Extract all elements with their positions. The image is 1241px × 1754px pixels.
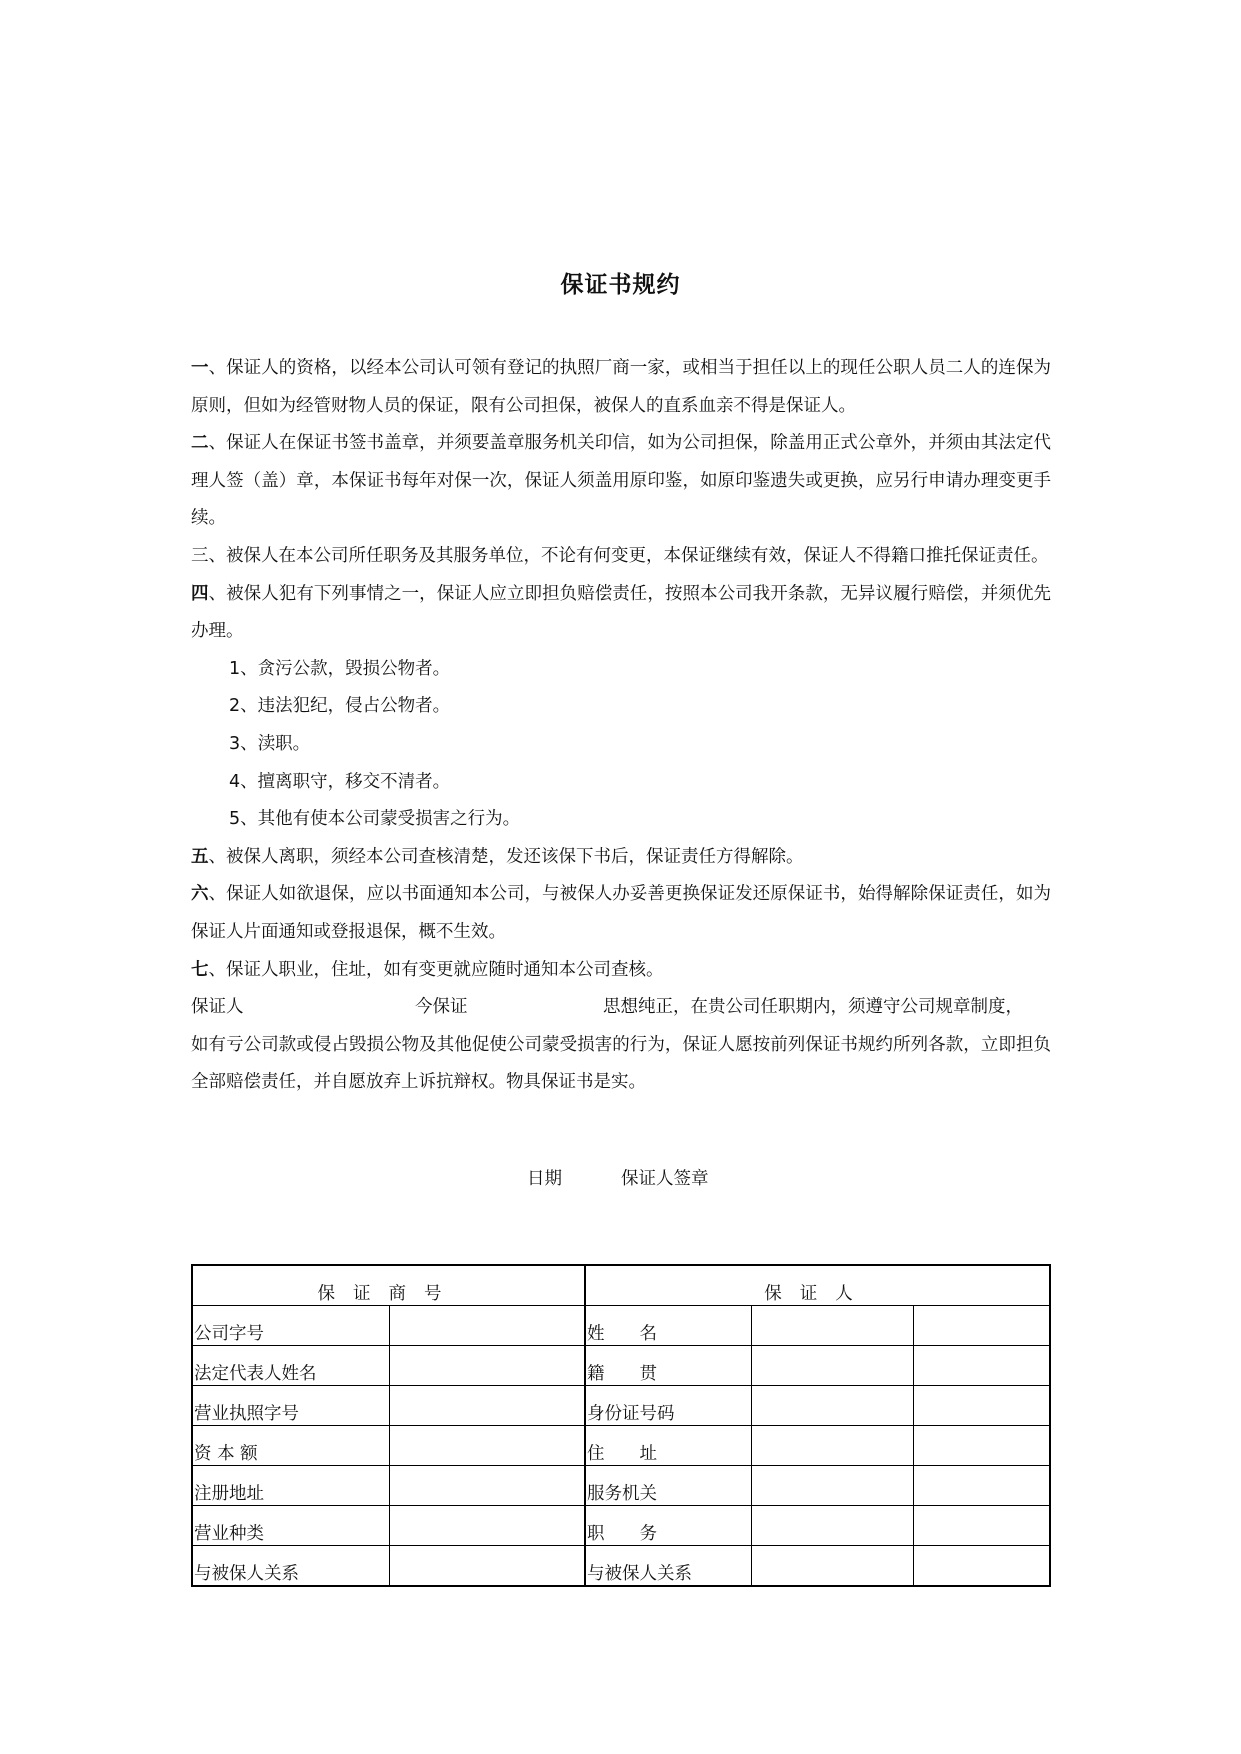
guarantor-label: 保证人 bbox=[191, 997, 244, 1018]
clause-6 bbox=[191, 876, 1051, 951]
clause-2 bbox=[191, 425, 1051, 538]
value-cell[interactable] bbox=[913, 1306, 1050, 1346]
value-cell[interactable] bbox=[751, 1506, 913, 1546]
value-cell[interactable] bbox=[751, 1466, 913, 1506]
clause-text: 、被保人犯有下列事情之一，保证人应立即担负赔偿责任，按照本公司我开条款，无异议履行赔偿，并须优先办理。 bbox=[191, 583, 1052, 642]
table-row bbox=[192, 1346, 1050, 1386]
value-cell[interactable] bbox=[751, 1306, 913, 1346]
row-label: 法定代表人姓名 bbox=[192, 1346, 389, 1386]
table-row bbox=[192, 1466, 1050, 1506]
value-cell[interactable] bbox=[389, 1386, 585, 1426]
value-cell[interactable] bbox=[751, 1546, 913, 1587]
value-cell[interactable] bbox=[913, 1506, 1050, 1546]
guarantor-company-header: 保证商号 bbox=[192, 1265, 585, 1306]
table-row bbox=[192, 1386, 1050, 1426]
value-cell[interactable] bbox=[913, 1386, 1050, 1426]
value-cell[interactable] bbox=[389, 1426, 585, 1466]
guarantee-info-table bbox=[191, 1264, 1051, 1587]
value-cell[interactable] bbox=[913, 1346, 1050, 1386]
row-label: 公司字号 bbox=[192, 1306, 389, 1346]
guarantor-signature-label: 保证人签章 bbox=[621, 1169, 709, 1189]
table-header-row bbox=[192, 1265, 1050, 1306]
sub-item-4: 4、擅离职守，移交不清者。 bbox=[229, 771, 451, 792]
value-cell[interactable] bbox=[913, 1466, 1050, 1506]
sub-item-1: 1、贪污公款，毁损公物者。 bbox=[229, 658, 451, 679]
clause-text: 、被保人在本公司所任职务及其服务单位，不论有何变更，本保证继续有效，保证人不得籍口推托保证责任。 bbox=[208, 545, 1049, 566]
guarantor-person-header: 保证人 bbox=[585, 1265, 1050, 1306]
value-cell[interactable] bbox=[389, 1346, 585, 1386]
date-label: 日期 bbox=[527, 1169, 562, 1189]
row-label: 资 本 额 bbox=[192, 1426, 389, 1466]
row-label: 住 址 bbox=[585, 1426, 751, 1466]
clause-1 bbox=[191, 350, 1051, 425]
value-cell[interactable] bbox=[751, 1346, 913, 1386]
table-row bbox=[192, 1546, 1050, 1587]
clause-number: 六 bbox=[191, 884, 209, 905]
row-label: 身份证号码 bbox=[585, 1386, 751, 1426]
row-label: 营业执照字号 bbox=[192, 1386, 389, 1426]
value-cell[interactable] bbox=[913, 1546, 1050, 1587]
guarantee-line bbox=[191, 989, 1051, 1027]
value-cell[interactable] bbox=[913, 1426, 1050, 1466]
table-row bbox=[192, 1506, 1050, 1546]
row-label: 姓 名 bbox=[585, 1306, 751, 1346]
row-label: 营业种类 bbox=[192, 1506, 389, 1546]
sub-item-5: 5、其他有使本公司蒙受损害之行为。 bbox=[229, 809, 521, 830]
clause-number: 七 bbox=[191, 959, 209, 980]
value-cell[interactable] bbox=[389, 1546, 585, 1587]
clause-text: 、保证人如欲退保，应以书面通知本公司，与被保人办妥善更换保证发还原保证书，始得解除保证责任，如为保证人片面通知或登报退保，概不生效。 bbox=[191, 884, 1052, 942]
table-row bbox=[192, 1426, 1050, 1466]
clause-7 bbox=[191, 952, 1051, 990]
clause-number: 四 bbox=[191, 583, 209, 604]
clause-3 bbox=[191, 538, 1051, 576]
row-label: 与被保人关系 bbox=[192, 1546, 389, 1587]
guarantee-continuation: 如有亏公司款或侵占毁损公物及其他促使公司蒙受损害的行为，保证人愿按前列保证书规约所列各款，立即担负全部赔偿责任，并自愿放弃上诉抗辩权。物具保证书是实。 bbox=[191, 1034, 1051, 1093]
value-cell[interactable] bbox=[389, 1466, 585, 1506]
row-label: 注册地址 bbox=[192, 1466, 389, 1506]
document-body bbox=[191, 350, 1051, 1102]
clause-4 bbox=[191, 576, 1051, 651]
guarantee-label: 今保证 bbox=[415, 997, 468, 1018]
clause-text: 、保证人在保证书签书盖章，并须要盖章服务机关印信，如为公司担保，除盖用正式公章外，并须由其法定代理人签（盖）章，本保证书每年对保一次，保证人须盖用原印鉴，如原印鉴遗失或更换，应另行申请办理变更手续。 bbox=[191, 433, 1052, 529]
clause-text: 、被保人离职，须经本公司查核清楚，发还该保下书后，保证责任方得解除。 bbox=[208, 846, 804, 867]
guarantee-statement: 思想纯正，在贵公司任职期内，须遵守公司规章制度， bbox=[603, 997, 1023, 1018]
row-label: 与被保人关系 bbox=[585, 1546, 751, 1587]
value-cell[interactable] bbox=[389, 1506, 585, 1546]
clause-number: 二 bbox=[191, 433, 209, 454]
clause-5 bbox=[191, 839, 1051, 877]
row-label: 服务机关 bbox=[585, 1466, 751, 1506]
signature-line bbox=[527, 1165, 709, 1190]
row-label: 籍 贯 bbox=[585, 1346, 751, 1386]
value-cell[interactable] bbox=[389, 1306, 585, 1346]
sub-item-3: 3、渎职。 bbox=[229, 733, 311, 754]
clause-text: 、保证人职业，住址，如有变更就应随时通知本公司查核。 bbox=[208, 959, 664, 980]
clause-text: 、保证人的资格，以经本公司认可领有登记的执照厂商一家，或相当于担任以上的现任公职人员二人的连保为原则，但如为经管财物人员的保证，限有公司担保，被保人的直系血亲不得是保证人。 bbox=[191, 358, 1052, 416]
clause-number: 一 bbox=[191, 358, 209, 378]
document-title: 保证书规约 bbox=[560, 272, 681, 298]
table-row bbox=[192, 1306, 1050, 1346]
value-cell[interactable] bbox=[751, 1386, 913, 1426]
value-cell[interactable] bbox=[751, 1426, 913, 1466]
row-label: 职 务 bbox=[585, 1506, 751, 1546]
clause-number: 三 bbox=[191, 545, 209, 566]
clause-number: 五 bbox=[191, 846, 209, 867]
sub-item-2: 2、违法犯纪，侵占公物者。 bbox=[229, 696, 451, 717]
